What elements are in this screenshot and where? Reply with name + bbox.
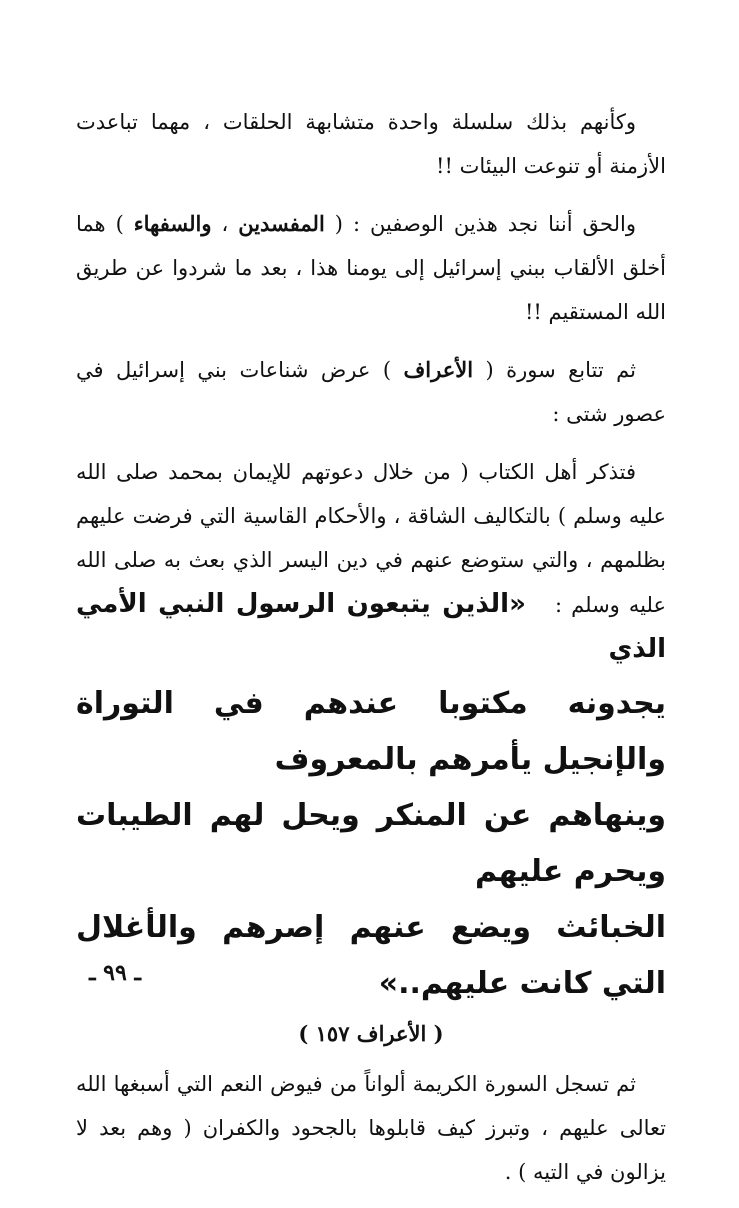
paragraph-1 xyxy=(76,100,666,188)
paragraph-2-sep: ، xyxy=(211,212,239,236)
quran-verse-start: «الذين يتبعون الرسول النبي الأمي الذي xyxy=(76,589,666,664)
paragraph-1-text: وكأنهم بذلك سلسلة واحدة متشابهة الحلقات ، مهما تباعدت الأزمنة أو تنوعت البيئات !! xyxy=(76,110,666,178)
page-body xyxy=(76,100,666,1208)
term-sufaha: والسفهاء xyxy=(133,211,212,236)
paragraph-3-pre: ثم تتابع سورة ( xyxy=(485,358,636,382)
quran-line-3: الخبائث ويضع عنهم إصرهم والأغلال التي كانت عليهم..» xyxy=(76,910,666,1001)
paragraph-4-text: فتذكر أهل الكتاب ( من خلال دعوتهم للإيمان بمحمد صلى الله عليه وسلم ) بالتكاليف الشاقة ، والأحكام القاسية التي فرضت عليهم بظلمهم ، والتي ستوضع عنهم في دين اليسر الذي بعث به صلى الله عليه وسلم : xyxy=(76,460,667,617)
paragraph-2-post: ) هما أخلق الألقاب ببني إسرائيل إلى يومنا هذا ، بعد ما شردوا عن طريق الله المستقيم !! xyxy=(76,212,666,324)
paragraph-5 xyxy=(76,1062,666,1194)
paragraph-3-post: ) عرض شناعات بني إسرائيل في عصور شتى : xyxy=(76,358,666,426)
paragraph-5-text: ثم تسجل السورة الكريمة ألواناً من فيوض النعم التي أسبغها الله تعالى عليهم ، وتبرز كيف قابلوها بالجحود والكفران ( وهم بعد لا يزالون في التيه ) . xyxy=(76,1072,666,1184)
paragraph-4 xyxy=(76,450,666,672)
term-mufsidin: المفسدين xyxy=(238,211,325,236)
paragraph-2 xyxy=(76,202,666,334)
quran-line-1: يجدونه مكتوبا عندهم في التوراة والإنجيل يأمرهم بالمعروف xyxy=(76,686,666,777)
paragraph-3 xyxy=(76,348,666,436)
paragraph-2-pre: والحق أننا نجد هذين الوصفين : ( xyxy=(334,212,636,236)
surah-name: الأعراف xyxy=(403,357,474,382)
page-number: ـ ٩٩ ـ xyxy=(89,960,141,986)
quran-line-2: وينهاهم عن المنكر ويحل لهم الطيبات ويحرم عليهم xyxy=(76,798,666,889)
verse-reference: ( الأعراف ١٥٧ ) xyxy=(298,1021,444,1046)
